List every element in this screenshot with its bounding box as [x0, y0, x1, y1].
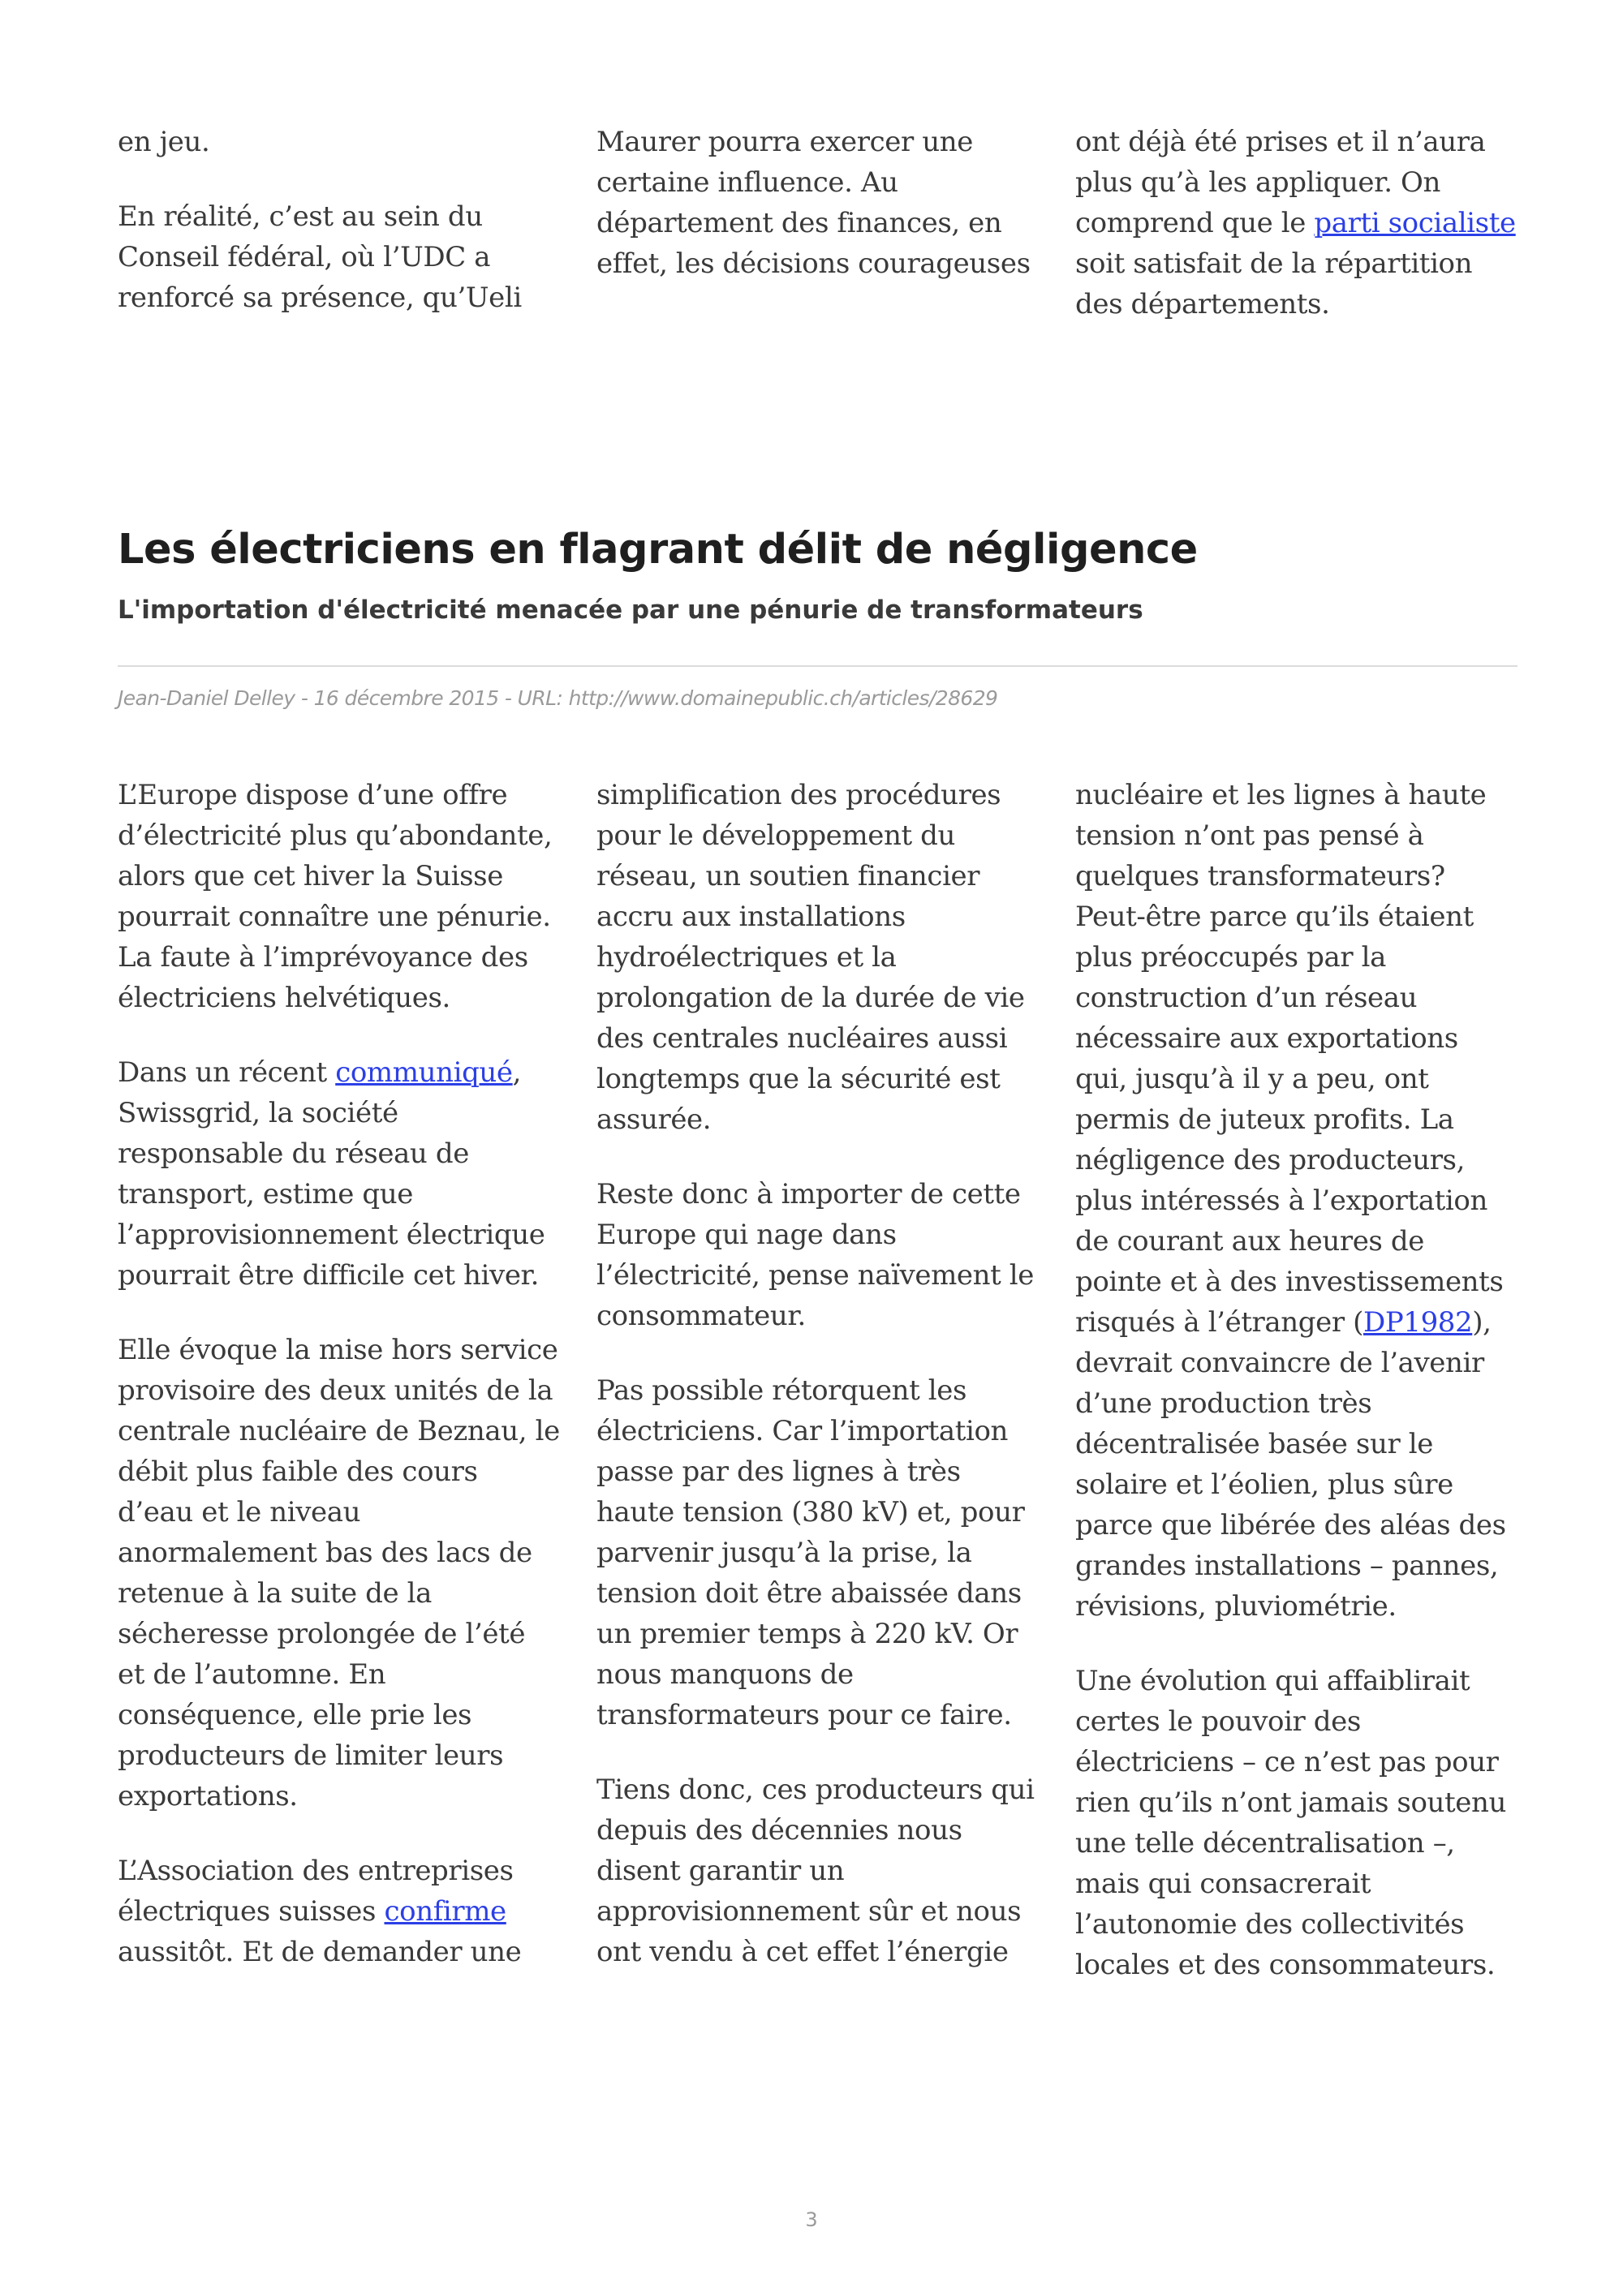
paragraph: Elle évoque la mise hors service provisoire des deux unités de la centrale nucléaire de Beznau, le débit plus faible des cours d’eau et le niveau anormalement bas des lacs de retenue à la suite de la sécheresse prolongée de l’été et de l’automne. En conséquence, elle prie les producteurs de limiter leurs exportations. [118, 1334, 560, 1812]
text: aussitôt. Et de demander une [118, 1936, 522, 1968]
paragraph: Pas possible rétorquent les électriciens. Car l’importation passe par des lignes à très haute tension (380 kV) et, pour parvenir jusqu’à la prise, la tension doit être abaissée dans un premier temps à 220 kV. Or nous manquons de transformateurs pour ce faire. [596, 1374, 1025, 1731]
divider [118, 665, 1518, 667]
link-dp1982[interactable]: DP1982 [1363, 1306, 1473, 1339]
text: Dans un récent [118, 1056, 336, 1089]
link-parti-socialiste[interactable]: parti socialiste [1314, 207, 1516, 239]
paragraph: en jeu. [118, 126, 210, 158]
paragraph: Tiens donc, ces producteurs qui depuis des décennies nous disent garantir un approvisionnement sûr et nous ont vendu à cet effet l’énergie [596, 1774, 1035, 1968]
paragraph [1075, 775, 1518, 1627]
link-communique[interactable]: communiqué [335, 1056, 513, 1089]
paragraph: Reste donc à importer de cette Europe qui nage dans l’électricité, pense naïvement le consommateur. [596, 1178, 1035, 1332]
column-2 [596, 122, 1039, 325]
article-meta: Jean-Daniel Delley - 16 décembre 2015 - URL: http://www.domainepublic.ch/articles/28629 [118, 686, 998, 710]
link-confirme[interactable]: confirme [384, 1895, 506, 1928]
article-columns [118, 775, 1518, 1985]
column-3 [1075, 775, 1518, 1985]
text: nucléaire et les lignes à haute tension n’ont pas pensé à quelques transformateurs? Peut-être parce qu’ils étaient plus préoccupés par la construction d’un réseau nécessaire aux exportations qui, jusqu’à il y a peu, ont permis de juteux profits. La négligence des producteurs, plus intéressés à l’exportation de courant aux heures de pointe et à des investissements risqués à l’étranger ( [1075, 779, 1504, 1339]
paragraph [118, 1052, 560, 1296]
text: L’Association des entreprises électriques suisses [118, 1855, 514, 1928]
column-3 [1075, 122, 1518, 325]
column-1 [118, 775, 560, 1985]
paragraph: Maurer pourra exercer une certaine influence. Au département des finances, en effet, les décisions courageuses [596, 126, 1031, 280]
article-subtitle: L'importation d'électricité menacée par une pénurie de transformateurs [118, 595, 1143, 625]
previous-article-columns [118, 122, 1518, 325]
column-2 [596, 775, 1039, 1985]
paragraph: simplification des procédures pour le développement du réseau, un soutien financier accru aux installations hydroélectriques et la prolongation de la durée de vie des centrales nucléaires aussi longtemps que la sécurité est assurée. [596, 779, 1025, 1136]
column-1 [118, 122, 560, 325]
paragraph: L’Europe dispose d’une offre d’électricité plus qu’abondante, alors que cet hiver la Suisse pourrait connaître une pénurie. La faute à l’imprévoyance des électriciens helvétiques. [118, 779, 553, 1014]
text: soit satisfait de la répartition des départements. [1075, 247, 1473, 320]
text: , Swissgrid, la société responsable du réseau de transport, estime que l’approvisionnement électrique pourrait être difficile cet hiver. [118, 1056, 545, 1292]
text: ont déjà été prises et il n’aura plus qu’à les appliquer. On comprend que le [1075, 126, 1486, 239]
paragraph [118, 1851, 560, 1972]
paragraph [1075, 122, 1518, 325]
text: ), devrait convaincre de l’avenir d’une production très décentralisée basée sur le solaire et l’éolien, plus sûre parce que libérée des aléas des grandes installations – pannes, révisions, pluviométrie. [1075, 1306, 1506, 1623]
article-title: Les électriciens en flagrant délit de négligence [118, 526, 1198, 574]
paragraph: En réalité, c’est au sein du Conseil fédéral, où l’UDC a renforcé sa présence, qu’Ueli [118, 200, 522, 314]
paragraph: Une évolution qui affaiblirait certes le pouvoir des électriciens – ce n’est pas pour rien qu’ils n’ont jamais soutenu une telle décentralisation –, mais qui consacrerait l’autonomie des collectivités locales et des consommateurs. [1075, 1665, 1507, 1981]
page-number: 3 [805, 2208, 818, 2231]
